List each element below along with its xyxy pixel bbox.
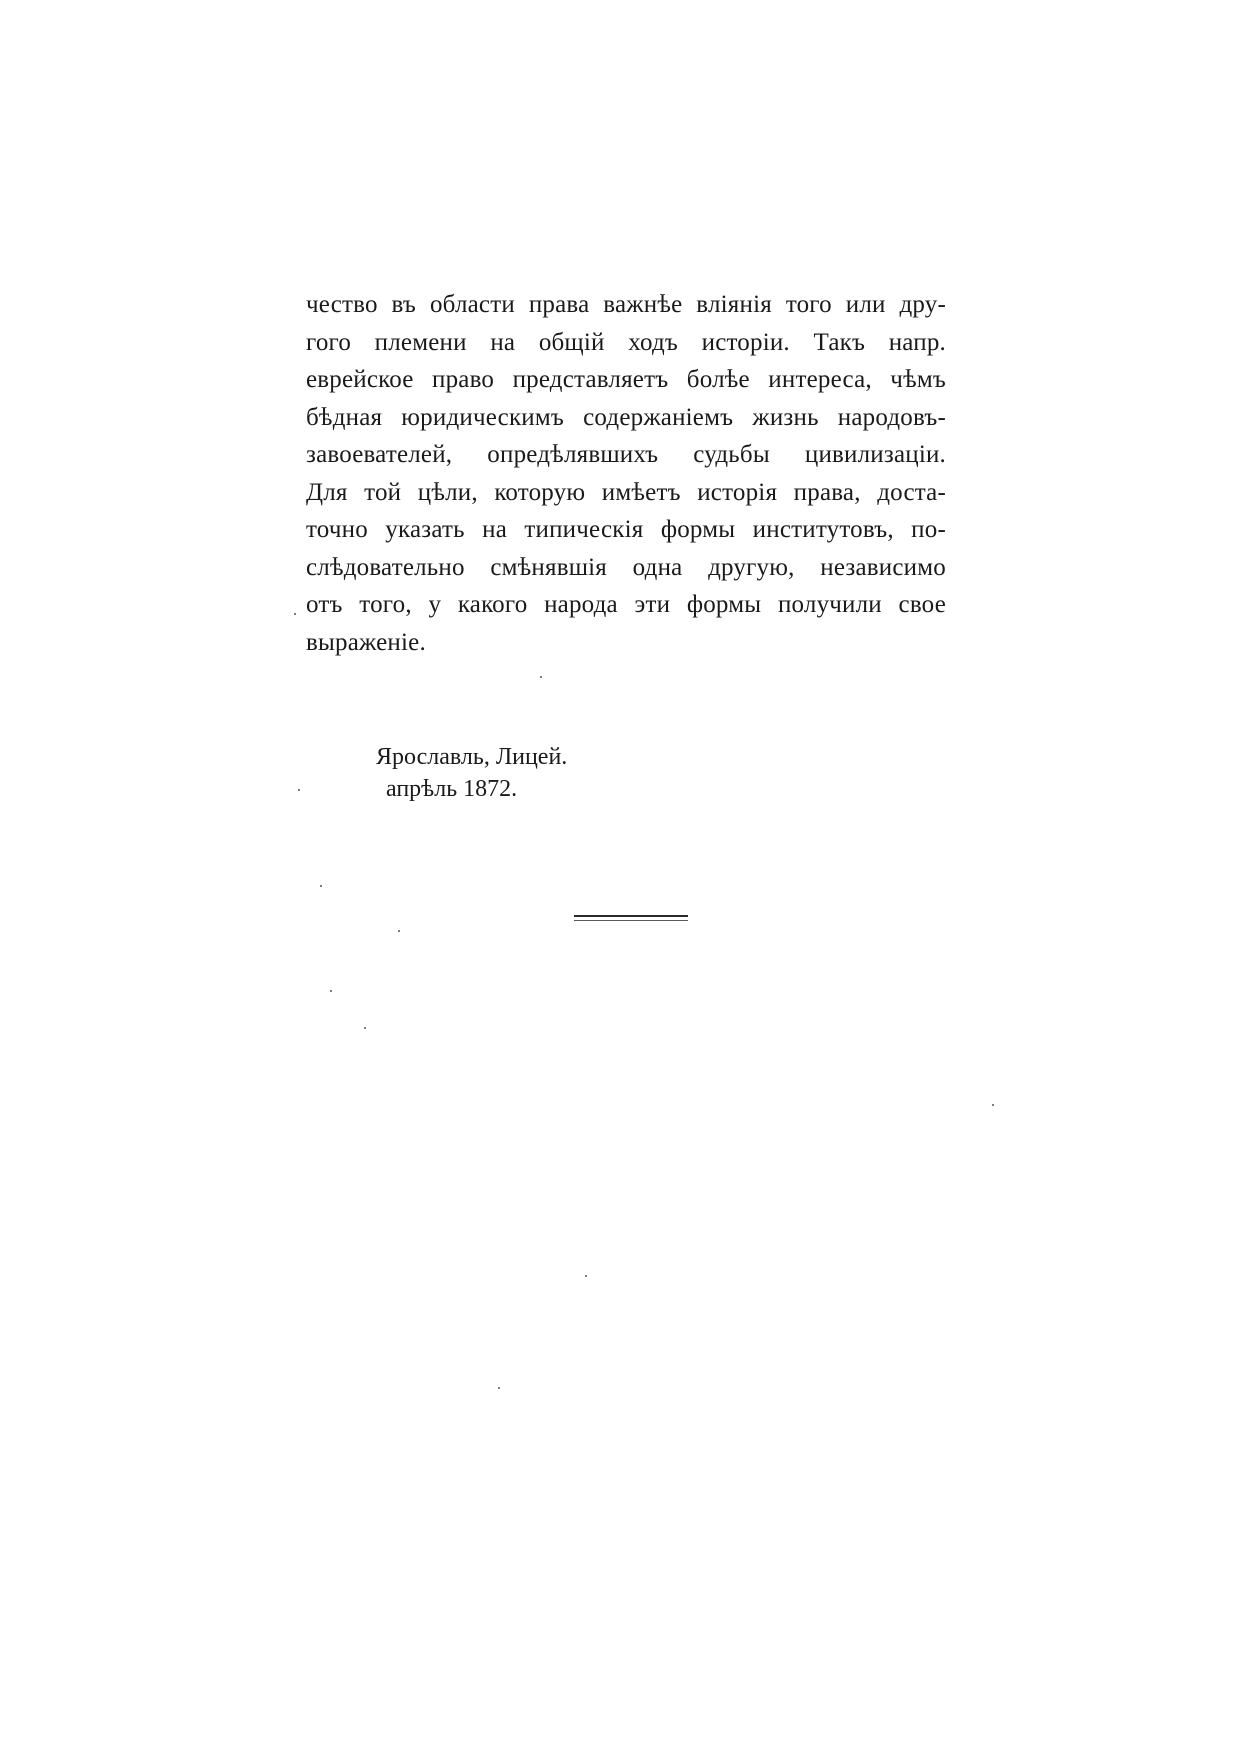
text-line: гого племени на общій ходъ исторіи. Такъ напр. (306, 328, 946, 356)
text-line: отъ того, у какого народа эти формы получили свое (306, 591, 946, 618)
text-line: слѣдовательно смѣнявшія одна другую, независимо (306, 553, 946, 581)
body-paragraph (306, 286, 946, 661)
scan-speck (585, 1275, 587, 1277)
text-line: точно указать на типическія формы институтовъ, по- (306, 516, 946, 543)
scan-speck (398, 930, 400, 932)
scan-speck (364, 1027, 366, 1029)
signature-date: апрѣль 1872. (386, 776, 518, 802)
scan-speck (294, 613, 296, 615)
text-line: завоевателей, опредѣлявшихъ судьбы цивилизаціи. (306, 441, 946, 468)
scan-speck (298, 789, 300, 791)
signature-place: Ярославль, Лицей. (376, 744, 568, 770)
end-rule-divider (574, 915, 688, 917)
signature-block (376, 741, 567, 805)
scan-speck (498, 1387, 500, 1389)
scan-speck (992, 1104, 994, 1106)
scan-speck (540, 676, 542, 678)
scan-speck (330, 990, 332, 992)
text-line-last: выраженіе. (306, 628, 426, 656)
scan-speck (320, 885, 322, 887)
text-line: еврейское право представляетъ болѣе интереса, чѣмъ (306, 366, 946, 393)
text-line: бѣдная юридическимъ содержаніемъ жизнь народовъ- (306, 403, 946, 431)
text-line: Для той цѣли, которую имѣетъ исторія права, доста- (306, 478, 946, 506)
text-line: чество въ области права важнѣе вліянія того или дру- (306, 291, 946, 318)
